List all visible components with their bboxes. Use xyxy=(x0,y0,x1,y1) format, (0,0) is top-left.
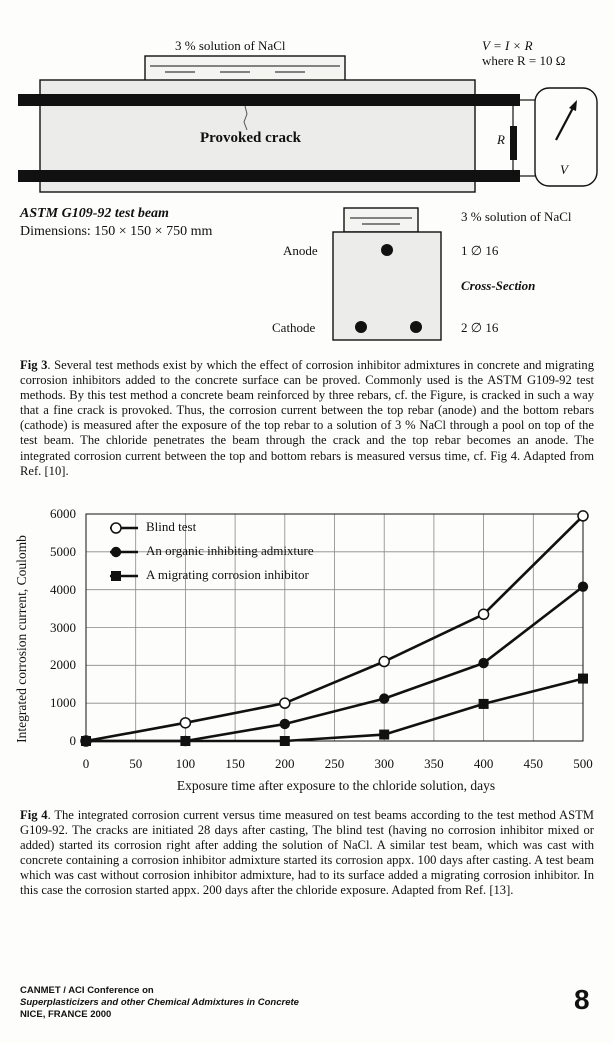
page-number: 8 xyxy=(574,984,590,1015)
x-tick-label: 250 xyxy=(324,756,345,771)
legend-marker xyxy=(111,547,121,557)
top-rebar xyxy=(18,94,520,106)
beam-dimensions: Dimensions: 150 × 150 × 750 mm xyxy=(20,224,213,239)
data-point xyxy=(180,718,190,728)
fig4-caption xyxy=(20,808,594,899)
legend-marker xyxy=(111,523,121,533)
chart-ylabel: Integrated corrosion current, Coulomb xyxy=(14,535,29,743)
formula: V = I × R xyxy=(482,38,533,53)
fig3-caption-label: Fig 3 xyxy=(20,358,48,372)
data-point xyxy=(479,609,489,619)
data-point xyxy=(578,674,588,684)
legend-marker xyxy=(111,571,121,581)
legend-label: A migrating corrosion inhibitor xyxy=(146,567,309,582)
data-point xyxy=(280,719,290,729)
nacl-pool xyxy=(145,56,345,82)
x-tick-label: 300 xyxy=(374,756,394,771)
data-point xyxy=(578,581,588,591)
anode-rebar xyxy=(381,244,393,256)
chart-xlabel: Exposure time after exposure to the chloride solution, days xyxy=(176,778,496,793)
y-tick-label: 0 xyxy=(69,733,76,748)
fig4-caption-text: . The integrated corrosion current versus time measured on test beams according to the test method ASTM G109-92. The cracks are initiated 28 days after casting, The blind test (having no corrosion inhibitor mixed or added) started its corrosion right after adding the solution of NaCl. A similar test beam, which was cast with concrete containing a corrosion inhibitor admixture started its corrosion appx. 100 days after casting. A test beam which was cast without corrosion inhibitor admixture, had to its surface added a migrating corrosion inhibitor. In this case the corrosion started appx. 200 days after the chloride exposure. Adapted from Ref. [13]. xyxy=(20,808,594,898)
bottom-rebar-label: 2 ∅ 16 xyxy=(461,320,499,335)
data-point xyxy=(379,693,389,703)
cathode-label: Cathode xyxy=(272,320,316,335)
y-tick-label: 5000 xyxy=(50,543,76,559)
x-tick-label: 400 xyxy=(473,756,494,771)
cathode-rebar-left xyxy=(355,321,367,333)
y-tick-label: 6000 xyxy=(50,506,76,521)
data-point xyxy=(578,511,588,521)
data-point xyxy=(379,730,389,740)
data-point xyxy=(280,698,290,708)
top-rebar-label: 1 ∅ 16 xyxy=(461,243,499,258)
legend-label: An organic inhibiting admixture xyxy=(146,543,314,558)
bottom-rebar xyxy=(18,170,520,182)
x-tick-label: 150 xyxy=(225,756,245,771)
footer-line-3: NICE, FRANCE 2000 xyxy=(20,1009,112,1020)
legend-label: Blind test xyxy=(146,519,197,534)
anode-label: Anode xyxy=(283,243,318,258)
data-point xyxy=(479,699,489,709)
x-tick-label: 50 xyxy=(129,756,143,771)
beam-title: ASTM G109-92 test beam xyxy=(20,206,169,221)
fig3-caption-text: . Several test methods exist by which the effect of corrosion inhibitor admixtures in concrete and migrating corrosion inhibitors added to the concrete surface can be proved. Commonly used is the ASTM G109-92 test methods. By this test method a concrete beam reinforced by three rebars, cf. the Figure, is cracked in such a way that a fine crack is provoked. Thus, the corrosion current between the top rebar (anode) and the bottom rebars (cathode) is measured after the exposure of the top rebar to a solution of 3 % NaCl through a pool on top of the test beam. The chloride penetrates the beam through the crack and the top rebar becomes an anode. The integrated corrosion current between the top and bottom rebars is measured versus time, cf. Fig 4. Adapted from Ref. [10]. xyxy=(20,358,594,478)
data-point xyxy=(180,736,190,746)
crack-label: Provoked crack xyxy=(200,130,301,146)
fig3-caption xyxy=(20,358,594,479)
footer-line-1: CANMET / ACI Conference on xyxy=(20,985,154,996)
data-point xyxy=(379,657,389,667)
data-point xyxy=(280,736,290,746)
x-tick-label: 350 xyxy=(424,756,444,771)
x-tick-label: 500 xyxy=(573,756,593,771)
x-tick-label: 200 xyxy=(275,756,295,771)
y-tick-label: 2000 xyxy=(50,657,76,673)
pool-label: 3 % solution of NaCl xyxy=(175,38,286,53)
cross-section-label: Cross-Section xyxy=(461,278,536,293)
cathode-rebar-right xyxy=(410,321,422,333)
cross-pool-label: 3 % solution of NaCl xyxy=(461,209,572,224)
y-tick-label: 3000 xyxy=(50,619,76,635)
resistor-label: R xyxy=(497,132,505,147)
data-point xyxy=(81,736,91,746)
resistor xyxy=(510,126,517,160)
x-tick-label: 450 xyxy=(523,756,544,771)
footer-line-2: Superplasticizers and other Chemical Admixtures in Concrete xyxy=(20,997,299,1008)
formula-where: where R = 10 Ω xyxy=(482,53,566,68)
x-tick-label: 100 xyxy=(175,756,196,771)
fig4-caption-label: Fig 4 xyxy=(20,808,48,822)
y-tick-label: 1000 xyxy=(50,695,76,711)
data-point xyxy=(478,658,488,668)
cross-section xyxy=(333,208,441,340)
x-tick-label: 0 xyxy=(82,756,90,771)
meter-label: V xyxy=(560,162,568,177)
y-tick-label: 4000 xyxy=(50,581,76,597)
